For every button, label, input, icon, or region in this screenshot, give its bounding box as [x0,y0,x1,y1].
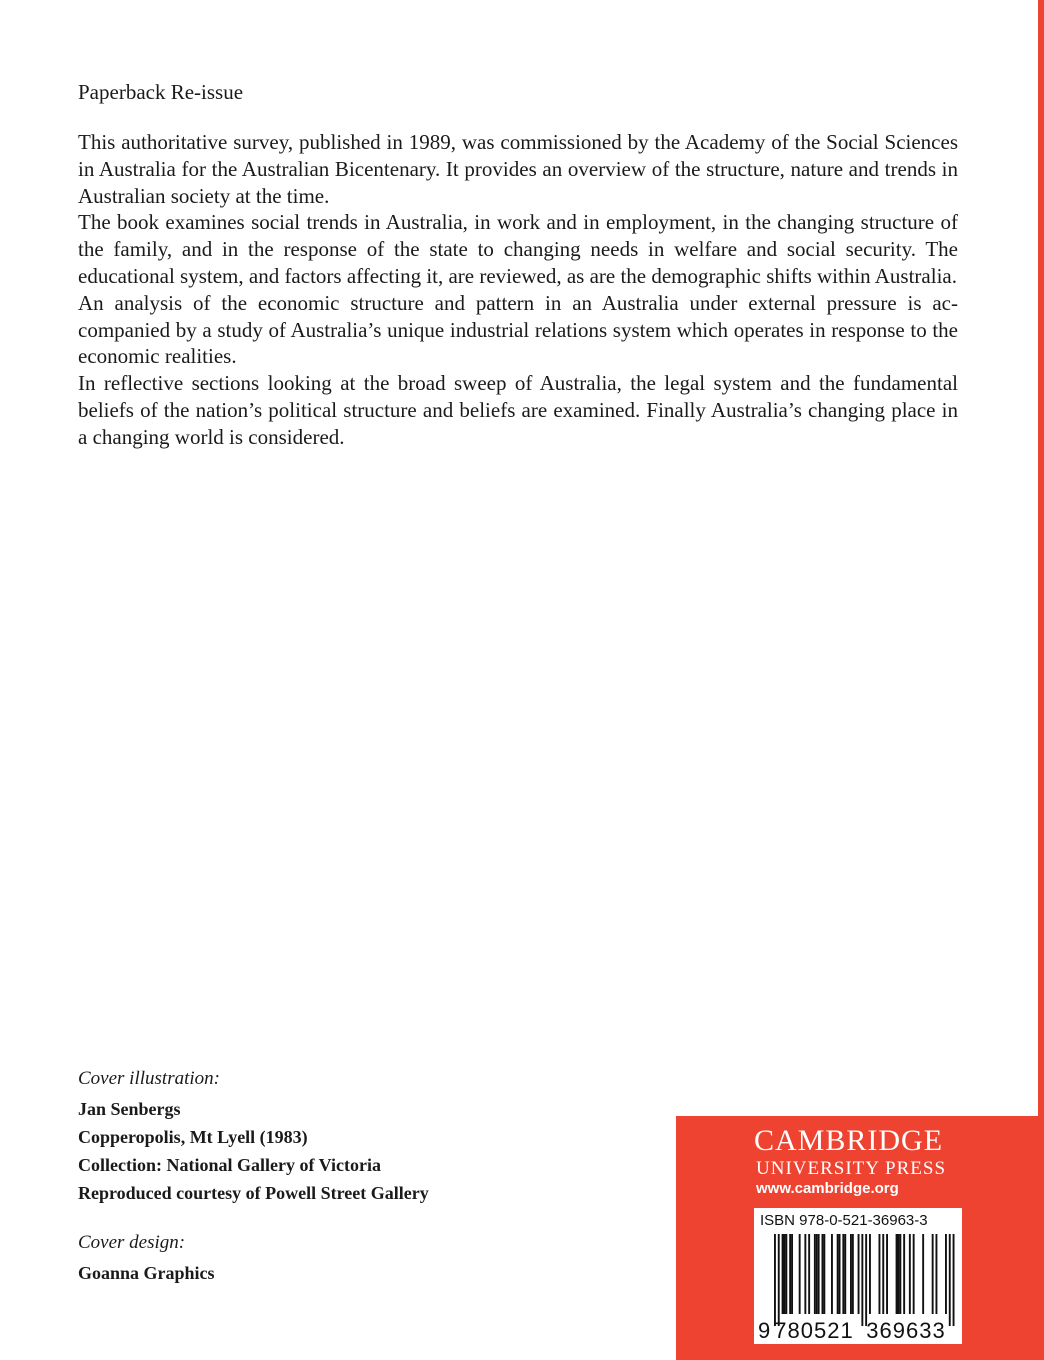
barcode-bar [842,1234,844,1314]
blurb-paragraph: An analysis of the economic structure and pattern in an Australia under external pressure is accompanied by a study of Australia’s unique industrial relations system which operates in response to the economic realities. [78,290,958,369]
barcode-graphic [754,1208,962,1344]
publisher-url: www.cambridge.org [756,1180,899,1197]
barcode-bar [839,1234,841,1314]
barcode-bar [909,1234,911,1314]
barcode-left-digits: 780521 [774,1318,854,1343]
barcode-bar [850,1234,852,1314]
barcode-bar [784,1234,786,1314]
barcode-bar [886,1234,888,1314]
barcode-bar [823,1234,825,1314]
barcode-bar [837,1234,839,1314]
barcode-bar [852,1234,854,1314]
barcode-bar [922,1234,924,1314]
barcode-right-digits: 369633 [866,1318,946,1343]
barcode-bar [774,1234,776,1326]
designer-name: Goanna Graphics [78,1263,215,1283]
barcode-bar [899,1234,901,1314]
barcode-bar [932,1234,934,1314]
barcode-bar [816,1234,818,1314]
barcode-bar [879,1234,881,1314]
artist-name: Jan Senbergs [78,1099,181,1119]
publisher-logo-subname: UNIVERSITY PRESS [756,1158,947,1179]
collection-credit: Collection: National Gallery of Victoria [78,1155,381,1175]
barcode-bar [869,1234,871,1314]
barcode-bar [858,1234,860,1314]
barcode-bar [804,1234,806,1314]
barcode-first-digit: 9 [758,1318,771,1343]
barcode-bar [831,1234,833,1314]
artwork-title: Copperopolis, Mt Lyell (1983) [78,1127,308,1147]
barcode-bar [818,1234,820,1314]
barcode-bar [799,1234,801,1314]
barcode-bar [936,1234,938,1314]
courtesy-credit: Reproduced courtesy of Powell Street Gallery [78,1183,429,1203]
blurb-text [78,129,958,451]
publisher-logo-name: CAMBRIDGE [754,1124,944,1157]
barcode-bar [778,1234,780,1326]
barcode-bar [896,1234,898,1314]
isbn-number: ISBN 978-0-521-36963-3 [760,1212,928,1229]
barcode-bar [844,1234,846,1314]
page-heading: Paperback Re-issue [78,80,244,104]
publisher-panel [676,1116,1038,1360]
barcode-bar [782,1234,784,1314]
barcode-bar [945,1234,947,1314]
barcode-bar [814,1234,816,1314]
barcode-bar [903,1234,905,1314]
cover-credits [78,1066,638,1290]
barcode-bar [865,1234,867,1326]
barcode-bar [791,1234,793,1314]
barcode-bar [898,1234,900,1314]
barcode-bar [882,1234,884,1314]
barcode-bar [953,1234,955,1326]
barcode-bar [808,1234,810,1314]
design-label: Cover design: [78,1232,186,1253]
blurb-paragraph: In reflective sections looking at the broad sweep of Australia, the legal system and the fundamental beliefs of the nation’s political structure and beliefs are examined. Finally Australia’s changing place in a changing world is considered. [78,371,958,449]
barcode-label [754,1208,962,1344]
barcode-bar [822,1234,824,1314]
illustration-label: Cover illustration: [78,1068,220,1089]
blurb-paragraph: The book examines social trends in Australia, in work and in employment, in the changing structure of the family, and in the response of the state to changing needs in welfare and social security. The educational system, and factors affecting it, are reviewed, as are the demographic shifts within Australia. [78,210,958,288]
barcode-bar [913,1234,915,1314]
barcode-bar [949,1234,951,1326]
barcode-bar [785,1234,787,1314]
blurb-paragraph: This authoritative survey, published in 1989, was commissioned by the Academy of the Social Sciences in Australia for the Australian Bicentenary. It provides an overview of the structure, nature and trends in Australian society at the time. [78,130,958,208]
barcode-bar [861,1234,863,1326]
barcode-bar [789,1234,791,1314]
cover-edge-stripe [1038,0,1044,1360]
